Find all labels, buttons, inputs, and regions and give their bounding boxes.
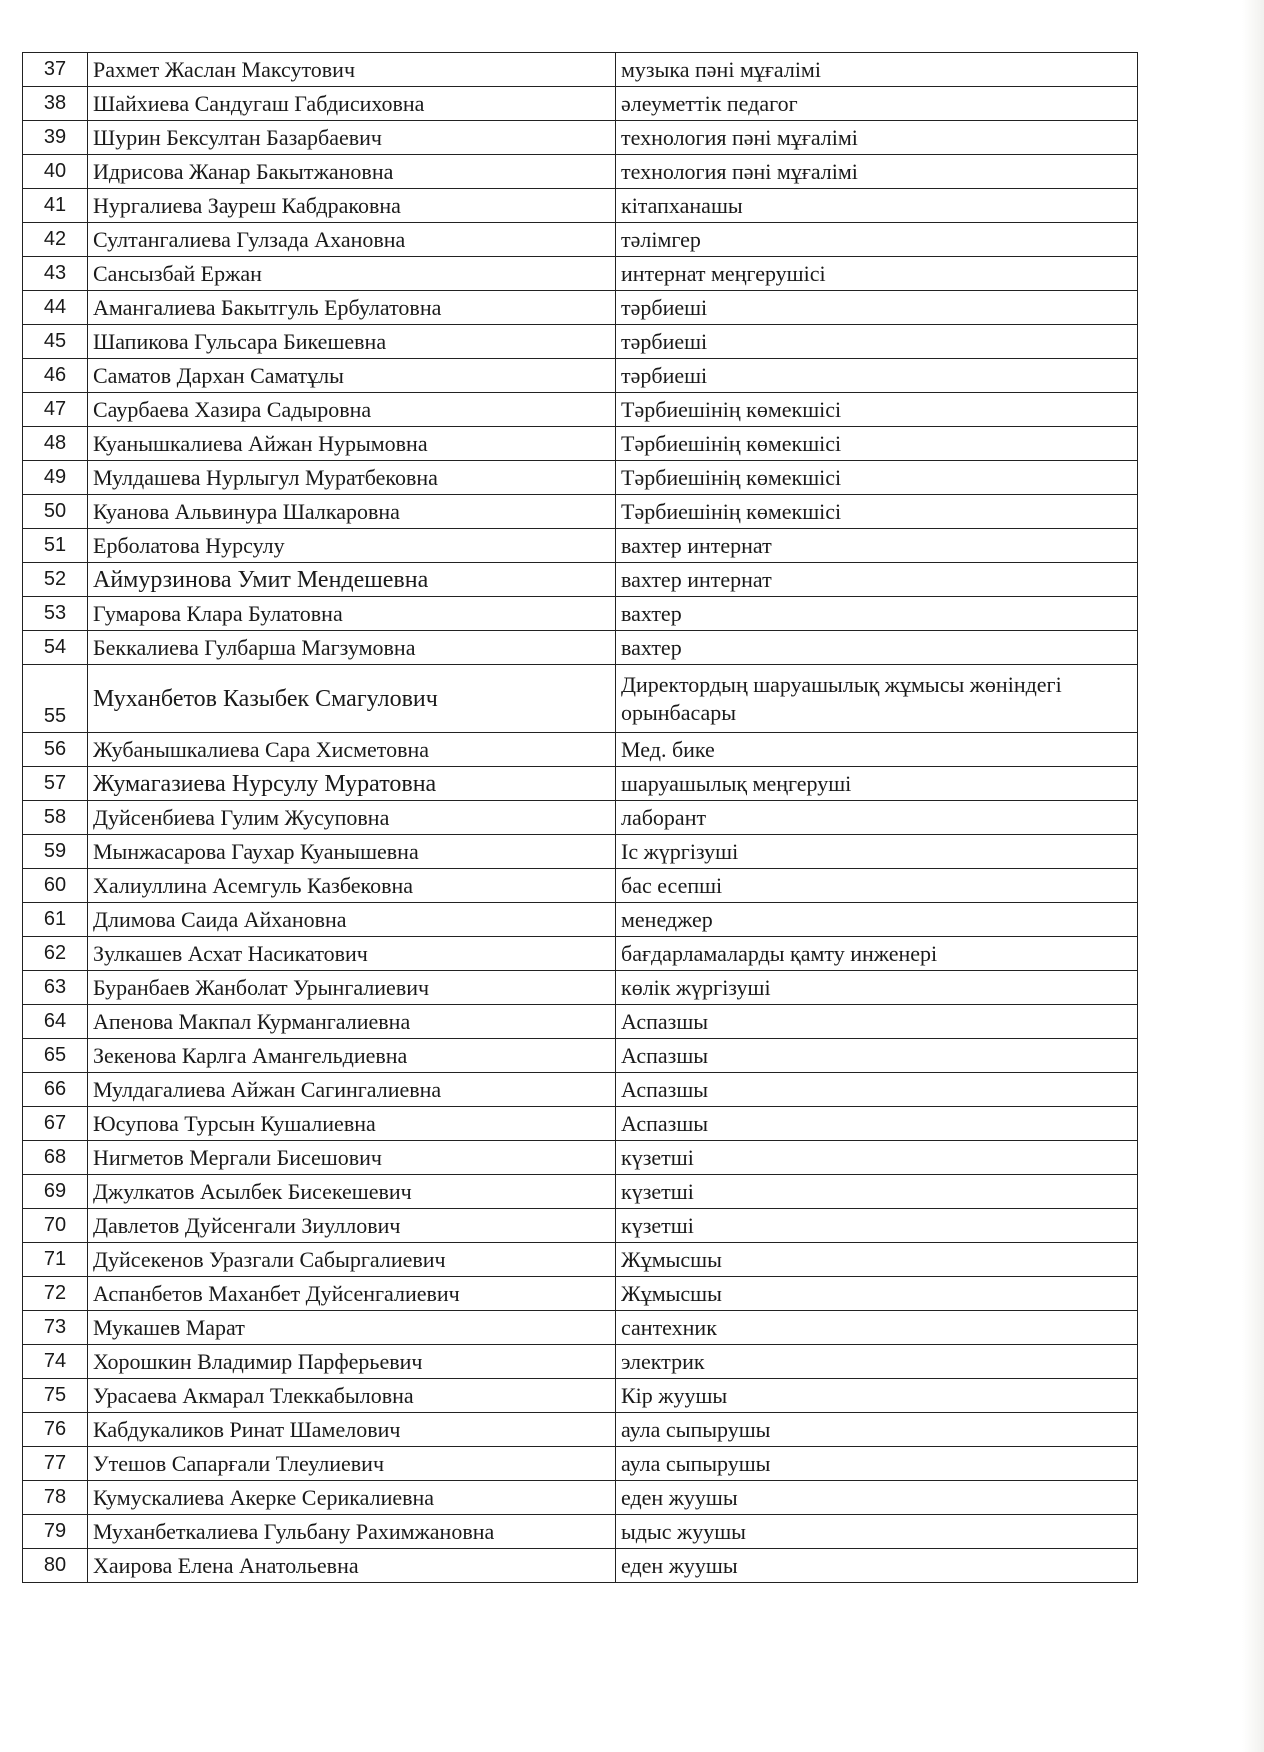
position-cell: сантехник — [616, 1311, 1138, 1345]
position-cell: вахтер — [616, 631, 1138, 665]
employee-name-cell: Шайхиева Сандугаш Габдисиховна — [88, 87, 616, 121]
position-cell: лаборант — [616, 801, 1138, 835]
employee-name-cell: Жубанышкалиева Сара Хисметовна — [88, 733, 616, 767]
row-number-cell: 41 — [23, 189, 88, 223]
position-cell: музыка пәні мұғалімі — [616, 53, 1138, 87]
position-cell: шаруашылық меңгеруші — [616, 767, 1138, 801]
employee-name-cell: Буранбаев Жанболат Урынгалиевич — [88, 971, 616, 1005]
table-row — [23, 903, 1138, 937]
table-row — [23, 393, 1138, 427]
employee-name-cell: Идрисова Жанар Бакытжановна — [88, 155, 616, 189]
employee-name-cell: Давлетов Дуйсенгали Зиуллович — [88, 1209, 616, 1243]
employee-name-cell: Длимова Саида Айхановна — [88, 903, 616, 937]
employee-name-cell: Султангалиева Гулзада Ахановна — [88, 223, 616, 257]
table-row — [23, 189, 1138, 223]
row-number-cell: 76 — [23, 1413, 88, 1447]
employee-name-cell: Саурбаева Хазира Садыровна — [88, 393, 616, 427]
position-cell: Аспазшы — [616, 1073, 1138, 1107]
employee-name-cell: Мукашев Марат — [88, 1311, 616, 1345]
row-number-cell: 60 — [23, 869, 88, 903]
table-row — [23, 461, 1138, 495]
employee-name-cell: Куанова Альвинура Шалкаровна — [88, 495, 616, 529]
table-row — [23, 1039, 1138, 1073]
employee-name-cell: Сансызбай Ержан — [88, 257, 616, 291]
employee-name-cell: Амангалиева Бакытгуль Ербулатовна — [88, 291, 616, 325]
row-number-cell: 57 — [23, 767, 88, 801]
table-row — [23, 495, 1138, 529]
row-number-cell: 40 — [23, 155, 88, 189]
position-cell: вахтер интернат — [616, 529, 1138, 563]
employee-name-cell: Юсупова Турсын Кушалиевна — [88, 1107, 616, 1141]
table-row — [23, 1107, 1138, 1141]
row-number-cell: 66 — [23, 1073, 88, 1107]
position-cell: Мед. бике — [616, 733, 1138, 767]
position-cell: аула сыпырушы — [616, 1413, 1138, 1447]
table-row — [23, 971, 1138, 1005]
row-number-cell: 77 — [23, 1447, 88, 1481]
row-number-cell: 59 — [23, 835, 88, 869]
row-number-cell: 49 — [23, 461, 88, 495]
employee-name-cell: Джулкатов Асылбек Бисекешевич — [88, 1175, 616, 1209]
table-row — [23, 597, 1138, 631]
position-cell: электрик — [616, 1345, 1138, 1379]
row-number-cell: 64 — [23, 1005, 88, 1039]
position-cell: аула сыпырушы — [616, 1447, 1138, 1481]
employee-name-cell: Халиуллина Асемгуль Казбековна — [88, 869, 616, 903]
row-number-cell: 47 — [23, 393, 88, 427]
table-row — [23, 1209, 1138, 1243]
employee-name-cell: Муханбеткалиева Гульбану Рахимжановна — [88, 1515, 616, 1549]
employee-name-cell: Беккалиева Гулбарша Магзумовна — [88, 631, 616, 665]
table-row — [23, 1005, 1138, 1039]
row-number-cell: 52 — [23, 563, 88, 597]
table-row — [23, 1447, 1138, 1481]
position-cell: Аспазшы — [616, 1005, 1138, 1039]
table-row — [23, 53, 1138, 87]
table-row — [23, 87, 1138, 121]
position-cell: Тәрбиешінің көмекшісі — [616, 495, 1138, 529]
row-number-cell: 61 — [23, 903, 88, 937]
employee-name-cell: Мулдашева Нурлыгул Муратбековна — [88, 461, 616, 495]
position-cell: Жұмысшы — [616, 1277, 1138, 1311]
row-number-cell: 37 — [23, 53, 88, 87]
table-row — [23, 291, 1138, 325]
position-cell: тәрбиеші — [616, 291, 1138, 325]
table-row — [23, 155, 1138, 189]
staff-table — [22, 52, 1138, 1583]
position-cell: тәлімгер — [616, 223, 1138, 257]
table-row — [23, 359, 1138, 393]
row-number-cell: 72 — [23, 1277, 88, 1311]
employee-name-cell: Саматов Дархан Саматұлы — [88, 359, 616, 393]
position-cell: бас есепші — [616, 869, 1138, 903]
employee-name-cell: Дуйсенбиева Гулим Жусуповна — [88, 801, 616, 835]
table-row — [23, 427, 1138, 461]
table-row — [23, 121, 1138, 155]
table-row — [23, 1243, 1138, 1277]
employee-name-cell: Муханбетов Казыбек Смагулович — [88, 665, 616, 733]
position-cell: еден жуушы — [616, 1481, 1138, 1515]
position-cell: Кір жуушы — [616, 1379, 1138, 1413]
table-row — [23, 257, 1138, 291]
employee-name-cell: Куанышкалиева Айжан Нурымовна — [88, 427, 616, 461]
position-cell: вахтер интернат — [616, 563, 1138, 597]
table-row — [23, 869, 1138, 903]
position-cell: технология пәні мұғалімі — [616, 121, 1138, 155]
row-number-cell: 50 — [23, 495, 88, 529]
position-cell: интернат меңгерушісі — [616, 257, 1138, 291]
row-number-cell: 62 — [23, 937, 88, 971]
position-cell: Директордың шаруашылық жұмысы жөніндегі орынбасары — [616, 665, 1138, 733]
row-number-cell: 63 — [23, 971, 88, 1005]
row-number-cell: 56 — [23, 733, 88, 767]
position-cell: Іс жүргізуші — [616, 835, 1138, 869]
row-number-cell: 80 — [23, 1549, 88, 1583]
row-number-cell: 70 — [23, 1209, 88, 1243]
table-row — [23, 665, 1138, 733]
table-row — [23, 767, 1138, 801]
position-cell: күзетші — [616, 1141, 1138, 1175]
row-number-cell: 55 — [23, 665, 88, 733]
employee-name-cell: Рахмет Жаслан Максутович — [88, 53, 616, 87]
employee-name-cell: Аймурзинова Умит Мендешевна — [88, 563, 616, 597]
position-cell: Тәрбиешінің көмекшісі — [616, 393, 1138, 427]
employee-name-cell: Ерболатова Нурсулу — [88, 529, 616, 563]
position-cell: әлеуметтік педагог — [616, 87, 1138, 121]
row-number-cell: 53 — [23, 597, 88, 631]
row-number-cell: 39 — [23, 121, 88, 155]
row-number-cell: 74 — [23, 1345, 88, 1379]
table-row — [23, 1311, 1138, 1345]
row-number-cell: 45 — [23, 325, 88, 359]
table-row — [23, 1413, 1138, 1447]
row-number-cell: 48 — [23, 427, 88, 461]
employee-name-cell: Кабдукаликов Ринат Шамелович — [88, 1413, 616, 1447]
employee-name-cell: Мынжасарова Гаухар Куанышевна — [88, 835, 616, 869]
position-cell: бағдарламаларды қамту инженері — [616, 937, 1138, 971]
position-cell: ыдыс жуушы — [616, 1515, 1138, 1549]
position-cell: еден жуушы — [616, 1549, 1138, 1583]
position-cell: күзетші — [616, 1209, 1138, 1243]
employee-name-cell: Нургалиева Зауреш Кабдраковна — [88, 189, 616, 223]
position-cell: менеджер — [616, 903, 1138, 937]
table-row — [23, 1345, 1138, 1379]
employee-name-cell: Зекенова Карлга Амангельдиевна — [88, 1039, 616, 1073]
row-number-cell: 71 — [23, 1243, 88, 1277]
position-cell: тәрбиеші — [616, 359, 1138, 393]
row-number-cell: 44 — [23, 291, 88, 325]
position-cell: күзетші — [616, 1175, 1138, 1209]
row-number-cell: 73 — [23, 1311, 88, 1345]
row-number-cell: 79 — [23, 1515, 88, 1549]
row-number-cell: 67 — [23, 1107, 88, 1141]
position-cell: Аспазшы — [616, 1107, 1138, 1141]
table-row — [23, 1277, 1138, 1311]
employee-name-cell: Гумарова Клара Булатовна — [88, 597, 616, 631]
employee-name-cell: Кумускалиева Акерке Серикалиевна — [88, 1481, 616, 1515]
position-cell: Тәрбиешінің көмекшісі — [616, 427, 1138, 461]
row-number-cell: 65 — [23, 1039, 88, 1073]
employee-name-cell: Шурин Бексултан Базарбаевич — [88, 121, 616, 155]
position-cell: тәрбиеші — [616, 325, 1138, 359]
row-number-cell: 54 — [23, 631, 88, 665]
table-row — [23, 325, 1138, 359]
table-row — [23, 563, 1138, 597]
employee-name-cell: Жумагазиева Нурсулу Муратовна — [88, 767, 616, 801]
row-number-cell: 58 — [23, 801, 88, 835]
row-number-cell: 42 — [23, 223, 88, 257]
table-row — [23, 631, 1138, 665]
table-row — [23, 1141, 1138, 1175]
position-cell: кітапханашы — [616, 189, 1138, 223]
table-row — [23, 1073, 1138, 1107]
table-row — [23, 1481, 1138, 1515]
position-cell: Жұмысшы — [616, 1243, 1138, 1277]
table-row — [23, 835, 1138, 869]
row-number-cell: 68 — [23, 1141, 88, 1175]
row-number-cell: 75 — [23, 1379, 88, 1413]
row-number-cell: 78 — [23, 1481, 88, 1515]
employee-name-cell: Шапикова Гульсара Бикешевна — [88, 325, 616, 359]
employee-name-cell: Хорошкин Владимир Парферьевич — [88, 1345, 616, 1379]
employee-name-cell: Аспанбетов Маханбет Дуйсенгалиевич — [88, 1277, 616, 1311]
position-cell: вахтер — [616, 597, 1138, 631]
row-number-cell: 38 — [23, 87, 88, 121]
table-row — [23, 801, 1138, 835]
table-row — [23, 529, 1138, 563]
employee-name-cell: Нигметов Мергали Бисешович — [88, 1141, 616, 1175]
position-cell: көлік жүргізуші — [616, 971, 1138, 1005]
employee-name-cell: Мулдагалиева Айжан Сагингалиевна — [88, 1073, 616, 1107]
staff-table-body — [23, 53, 1138, 1583]
table-row — [23, 1379, 1138, 1413]
row-number-cell: 43 — [23, 257, 88, 291]
row-number-cell: 69 — [23, 1175, 88, 1209]
employee-name-cell: Дуйсекенов Уразгали Сабыргалиевич — [88, 1243, 616, 1277]
table-row — [23, 1515, 1138, 1549]
employee-name-cell: Апенова Макпал Курмангалиевна — [88, 1005, 616, 1039]
employee-name-cell: Урасаева Акмарал Тлеккабыловна — [88, 1379, 616, 1413]
row-number-cell: 46 — [23, 359, 88, 393]
employee-name-cell: Утешов Сапарғали Тлеулиевич — [88, 1447, 616, 1481]
employee-name-cell: Зулкашев Асхат Насикатович — [88, 937, 616, 971]
table-row — [23, 223, 1138, 257]
position-cell: Тәрбиешінің көмекшісі — [616, 461, 1138, 495]
row-number-cell: 51 — [23, 529, 88, 563]
position-cell: технология пәні мұғалімі — [616, 155, 1138, 189]
table-row — [23, 733, 1138, 767]
position-cell: Аспазшы — [616, 1039, 1138, 1073]
table-row — [23, 1175, 1138, 1209]
table-row — [23, 937, 1138, 971]
scan-page-edge — [1242, 0, 1264, 1752]
employee-name-cell: Хаирова Елена Анатольевна — [88, 1549, 616, 1583]
table-row — [23, 1549, 1138, 1583]
